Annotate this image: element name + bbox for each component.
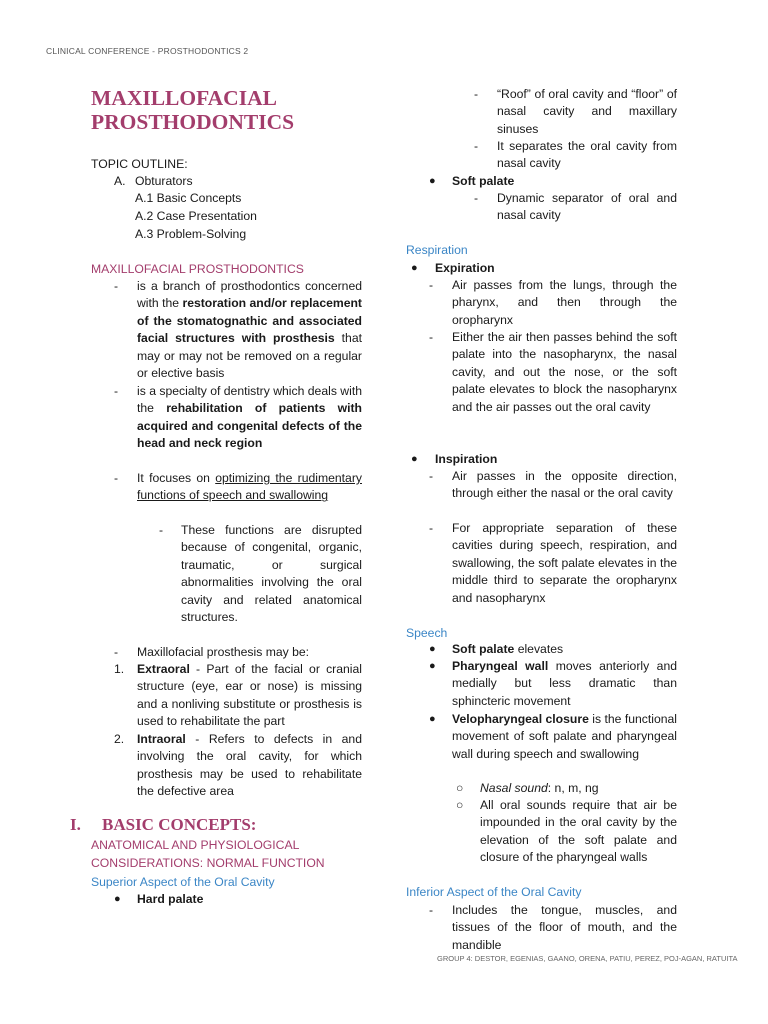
list-item — [474, 138, 677, 173]
outline-item-a — [114, 173, 314, 190]
bullet-marker: ● — [411, 453, 418, 465]
paragraph: These functions are disrupted because of congenital, organic, traumatic, or surgical abnormalities involving the oral cavity and related anatomical structures. — [181, 523, 362, 625]
list-item — [429, 329, 677, 416]
list-item — [474, 190, 677, 225]
dash-marker: - — [429, 330, 434, 344]
numbered-item — [114, 661, 362, 731]
bullet-item — [411, 451, 677, 468]
bullet-marker: ● — [411, 262, 418, 274]
list-item — [159, 522, 362, 626]
paragraph: Either the air then passes behind the soft palate into the nasopharynx, the nasal cavity, and out the nose, or the soft palate elevates to block the nasopharynx and the air passes out the oral cavity — [452, 330, 677, 414]
paragraph: It focuses on optimizing the rudimentary functions of speech and swallowing — [137, 471, 362, 503]
list-item — [429, 520, 677, 607]
paragraph: Velopharyngeal closure is the functional movement of soft palate and pharyngeal wall during speech and swallowing — [452, 712, 678, 761]
dash-marker: - — [159, 523, 164, 537]
section-title: BASIC CONCEPTS: — [102, 815, 257, 834]
circle-item — [456, 780, 677, 797]
paragraph: Nasal sound: n, m, ng — [480, 781, 599, 795]
paragraph: Dynamic separator of oral and nasal cavity — [497, 191, 677, 223]
outline-marker: A. — [114, 174, 126, 188]
paragraph: Includes the tongue, muscles, and tissues of the floor of mouth, and the mandible — [452, 903, 677, 952]
item-label: Inspiration — [435, 452, 498, 466]
bullet-marker: ● — [114, 893, 121, 905]
paragraph: Intraoral - Refers to defects in and involving the oral cavity, for which prosthesis may be used to rehabilitate the defective area — [137, 732, 362, 799]
dash-marker: - — [429, 278, 434, 292]
dash-marker: - — [474, 139, 479, 153]
paragraph: “Roof” of oral cavity and “floor” of nasal cavity and maxillary sinuses — [497, 87, 677, 136]
bullet-item — [429, 173, 677, 190]
page-header: CLINICAL CONFERENCE - PROSTHODONTICS 2 — [46, 46, 249, 56]
item-label: Hard palate — [137, 892, 204, 906]
outline-subitem: A.1 Basic Concepts — [135, 191, 242, 205]
dash-marker: - — [114, 384, 119, 398]
numbered-item — [114, 731, 362, 801]
outline-subitem: A.2 Case Presentation — [135, 209, 257, 223]
section-heading: MAXILLOFACIAL PROSTHODONTICS — [91, 262, 304, 276]
list-item — [474, 86, 677, 138]
dash-marker: - — [429, 903, 434, 917]
subheading: CONSIDERATIONS: NORMAL FUNCTION — [91, 856, 325, 870]
bullet-item — [114, 891, 314, 908]
paragraph: Maxillofacial prosthesis may be: — [137, 645, 310, 659]
bullet-item — [429, 641, 677, 658]
circle-marker: ○ — [456, 798, 464, 812]
outline-heading: TOPIC OUTLINE: — [91, 157, 188, 171]
item-label: Soft palate — [452, 174, 515, 188]
paragraph: Soft palate elevates — [452, 642, 564, 656]
list-item — [114, 383, 362, 453]
paragraph: All oral sounds require that air be impounded in the oral cavity by the elevation of the soft palate and closure of the pharyngeal walls — [480, 798, 677, 865]
dash-marker: - — [474, 191, 479, 205]
bullet-marker: ● — [429, 643, 436, 655]
paragraph: Pharyngeal wall moves anteriorly and medially but less dramatic than sphincteric movement — [452, 659, 678, 708]
list-item — [429, 902, 677, 954]
roman-numeral: I. — [70, 815, 81, 834]
title-line-2: PROSTHODONTICS — [91, 110, 295, 134]
list-item — [114, 470, 362, 505]
bullet-item — [429, 711, 677, 763]
list-item — [114, 278, 362, 382]
subheading: Inferior Aspect of the Oral Cavity — [406, 885, 582, 899]
bullet-item — [411, 260, 677, 277]
dash-marker: - — [429, 521, 434, 535]
paragraph: Air passes in the opposite direction, through either the nasal or the oral cavity — [452, 469, 677, 501]
bullet-marker: ● — [429, 713, 436, 725]
dash-marker: - — [114, 471, 119, 485]
section-heading-basic-concepts — [70, 815, 256, 835]
paragraph: is a branch of prosthodontics concerned with the restoration and/or replacement of the stomatognathic and associated facial structures with prosthesis that may or may not be removed on a regular or elective basis — [137, 279, 363, 381]
dash-marker: - — [474, 87, 479, 101]
item-label: Expiration — [435, 261, 495, 275]
subheading: Respiration — [406, 243, 468, 257]
dash-marker: - — [114, 279, 119, 293]
subheading: Superior Aspect of the Oral Cavity — [91, 875, 275, 889]
outline-subitem: A.3 Problem-Solving — [135, 227, 247, 241]
paragraph: is a specialty of dentistry which deals with the rehabilitation of patients with acquired and congenital defects of the head and neck region — [137, 384, 362, 451]
bullet-marker: ● — [429, 660, 436, 672]
number-marker: 1. — [114, 662, 125, 676]
bullet-marker: ● — [429, 175, 436, 187]
circle-marker: ○ — [456, 781, 464, 795]
paragraph: Extraoral - Part of the facial or cranial structure (eye, ear or nose) is missing and a nonliving substitute or prosthesis is used to rehabilitate the part — [137, 662, 362, 729]
list-item — [429, 468, 677, 503]
circle-item — [456, 797, 677, 867]
paragraph: For appropriate separation of these cavities during speech, respiration, and swallowing, the soft palate elevates in the middle third to separate the oropharynx and nasopharynx — [452, 521, 677, 605]
title-line-1: MAXILLOFACIAL — [91, 86, 277, 110]
paragraph: It separates the oral cavity from nasal cavity — [497, 139, 677, 171]
page-title — [91, 86, 294, 134]
dash-marker: - — [429, 469, 434, 483]
dash-marker: - — [114, 645, 119, 659]
bullet-item — [429, 658, 677, 710]
paragraph: Air passes from the lungs, through the pharynx, and then through the oropharynx — [452, 278, 677, 327]
outline-label: Obturators — [135, 174, 193, 188]
subheading: ANATOMICAL AND PHYSIOLOGICAL — [91, 838, 300, 852]
list-item — [114, 644, 362, 661]
list-item — [429, 277, 677, 329]
subheading: Speech — [406, 626, 448, 640]
page-footer: GROUP 4: DESTOR, EGENIAS, GAANO, ORENA, PATIU, PEREZ, POJ-AGAN, RATUITA — [437, 954, 738, 963]
number-marker: 2. — [114, 732, 125, 746]
